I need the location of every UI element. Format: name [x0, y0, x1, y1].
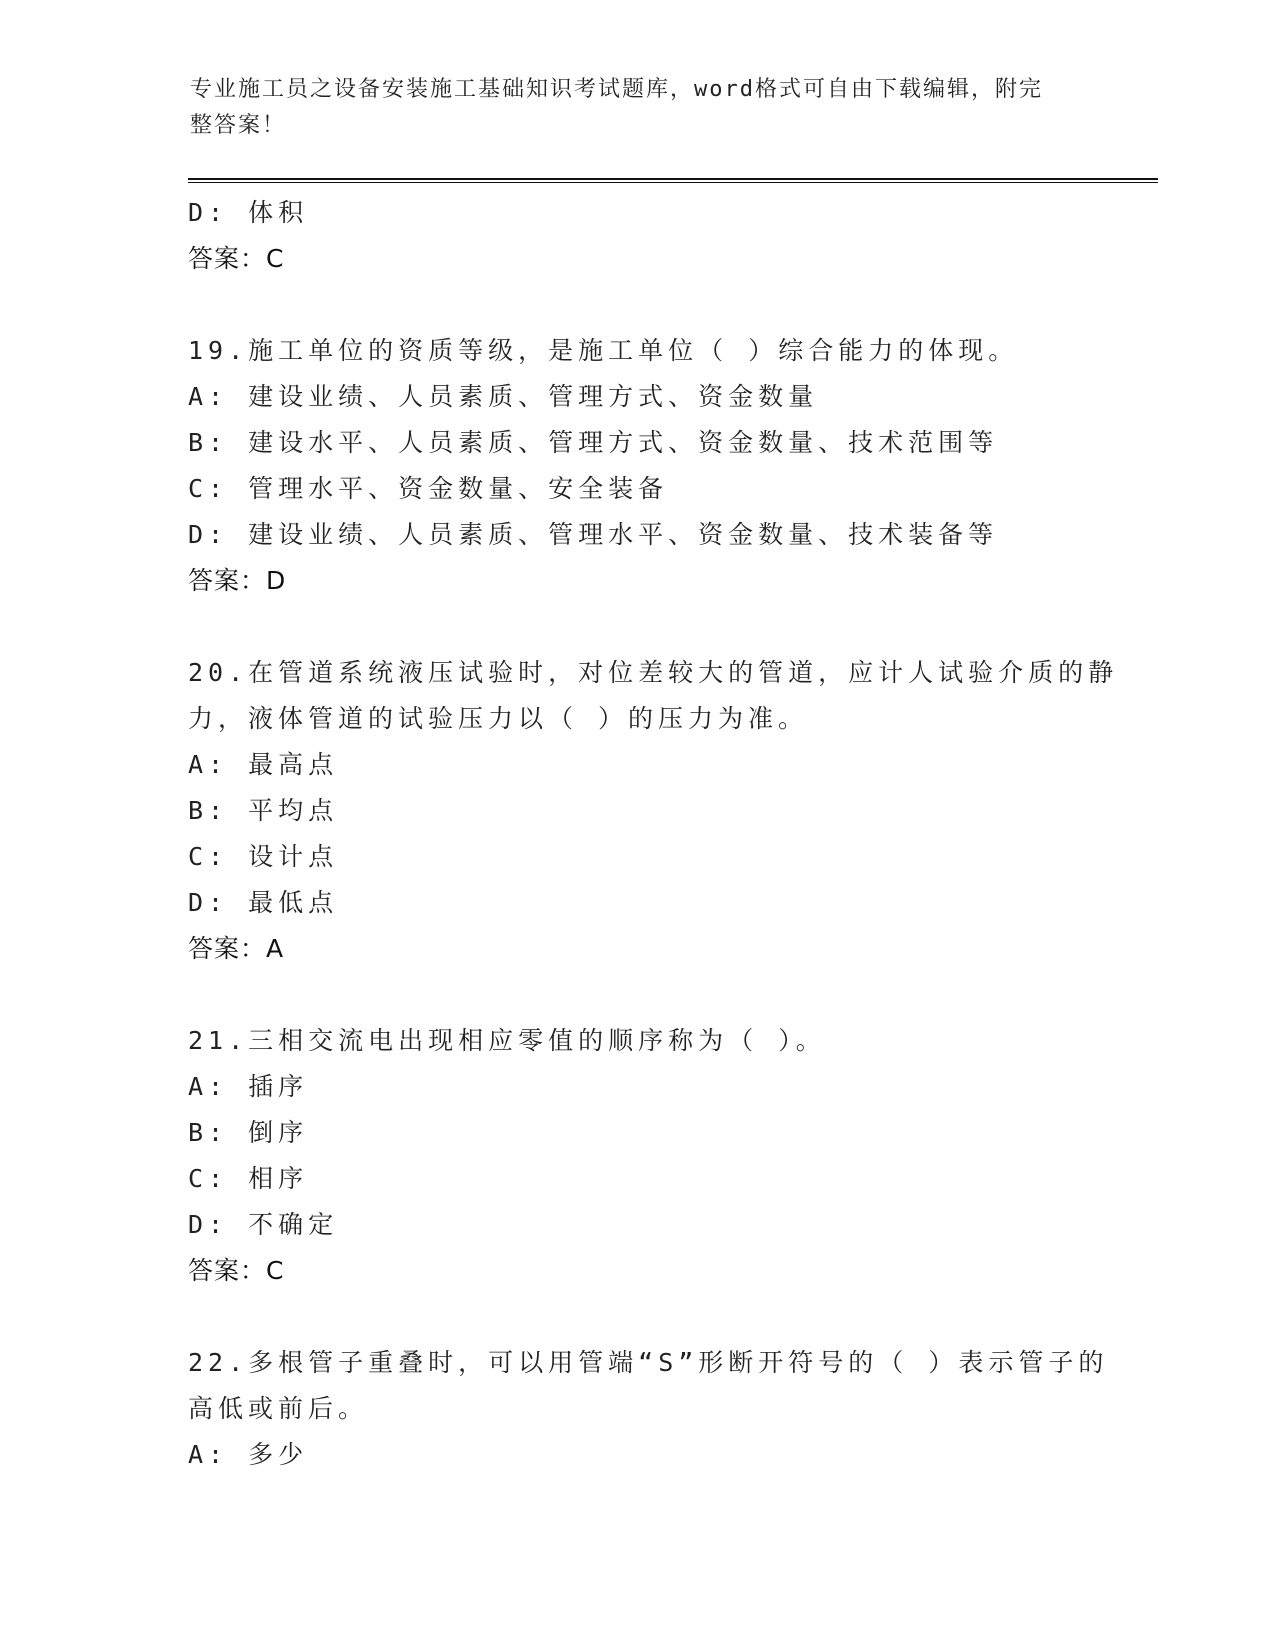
question-22-text-line-1: 22.多根管子重叠时，可以用管端“S”形断开符号的（ ）表示管子的: [188, 1348, 1109, 1377]
question-19-answer: 答案：D: [188, 566, 287, 595]
question-19-text: 19.施工单位的资质等级，是施工单位（ ）综合能力的体现。: [188, 336, 1019, 365]
question-18-answer: 答案：C: [188, 244, 285, 273]
question-21-option-c: C: 相序: [188, 1164, 309, 1193]
question-list: [188, 190, 1119, 1478]
header-line-2: 整答案！: [190, 113, 287, 138]
question-21-answer: 答案：C: [188, 1256, 285, 1285]
question-21-option-a: A: 插序: [188, 1072, 309, 1101]
document-header: [190, 72, 1090, 144]
question-20-option-c: C: 设计点: [188, 842, 339, 871]
question-19-option-d: D: 建设业绩、人员素质、管理水平、资金数量、技术装备等: [188, 520, 999, 549]
question-18-option-d: D: 体积: [188, 198, 309, 227]
question-21-option-d: D: 不确定: [188, 1210, 339, 1239]
question-20-option-a: A: 最高点: [188, 750, 339, 779]
question-19-option-b: B: 建设水平、人员素质、管理方式、资金数量、技术范围等: [188, 428, 999, 457]
question-20-text-line-2: 力，液体管道的试验压力以（ ）的压力为准。: [188, 704, 809, 733]
question-21-option-b: B: 倒序: [188, 1118, 309, 1147]
question-22-text-line-2: 高低或前后。: [188, 1394, 369, 1423]
question-19-option-c: C: 管理水平、资金数量、安全装备: [188, 474, 669, 503]
question-19-option-a: A: 建设业绩、人员素质、管理方式、资金数量: [188, 382, 819, 411]
header-divider: [188, 178, 1158, 183]
spacer: [188, 604, 1088, 650]
spacer: [188, 1294, 1088, 1340]
question-20-option-b: B: 平均点: [188, 796, 339, 825]
spacer: [188, 282, 1088, 328]
question-22-option-a: A: 多少: [188, 1440, 309, 1469]
spacer: [188, 972, 1088, 1018]
question-21-text: 21.三相交流电出现相应零值的顺序称为（ ）。: [188, 1026, 826, 1055]
question-20-answer: 答案：A: [188, 934, 285, 963]
header-line-1: 专业施工员之设备安装施工基础知识考试题库，word格式可自由下载编辑，附完: [190, 77, 1043, 102]
question-20-option-d: D: 最低点: [188, 888, 339, 917]
question-20-text-line-1: 20.在管道系统液压试验时，对位差较大的管道，应计人试验介质的静: [188, 658, 1119, 687]
